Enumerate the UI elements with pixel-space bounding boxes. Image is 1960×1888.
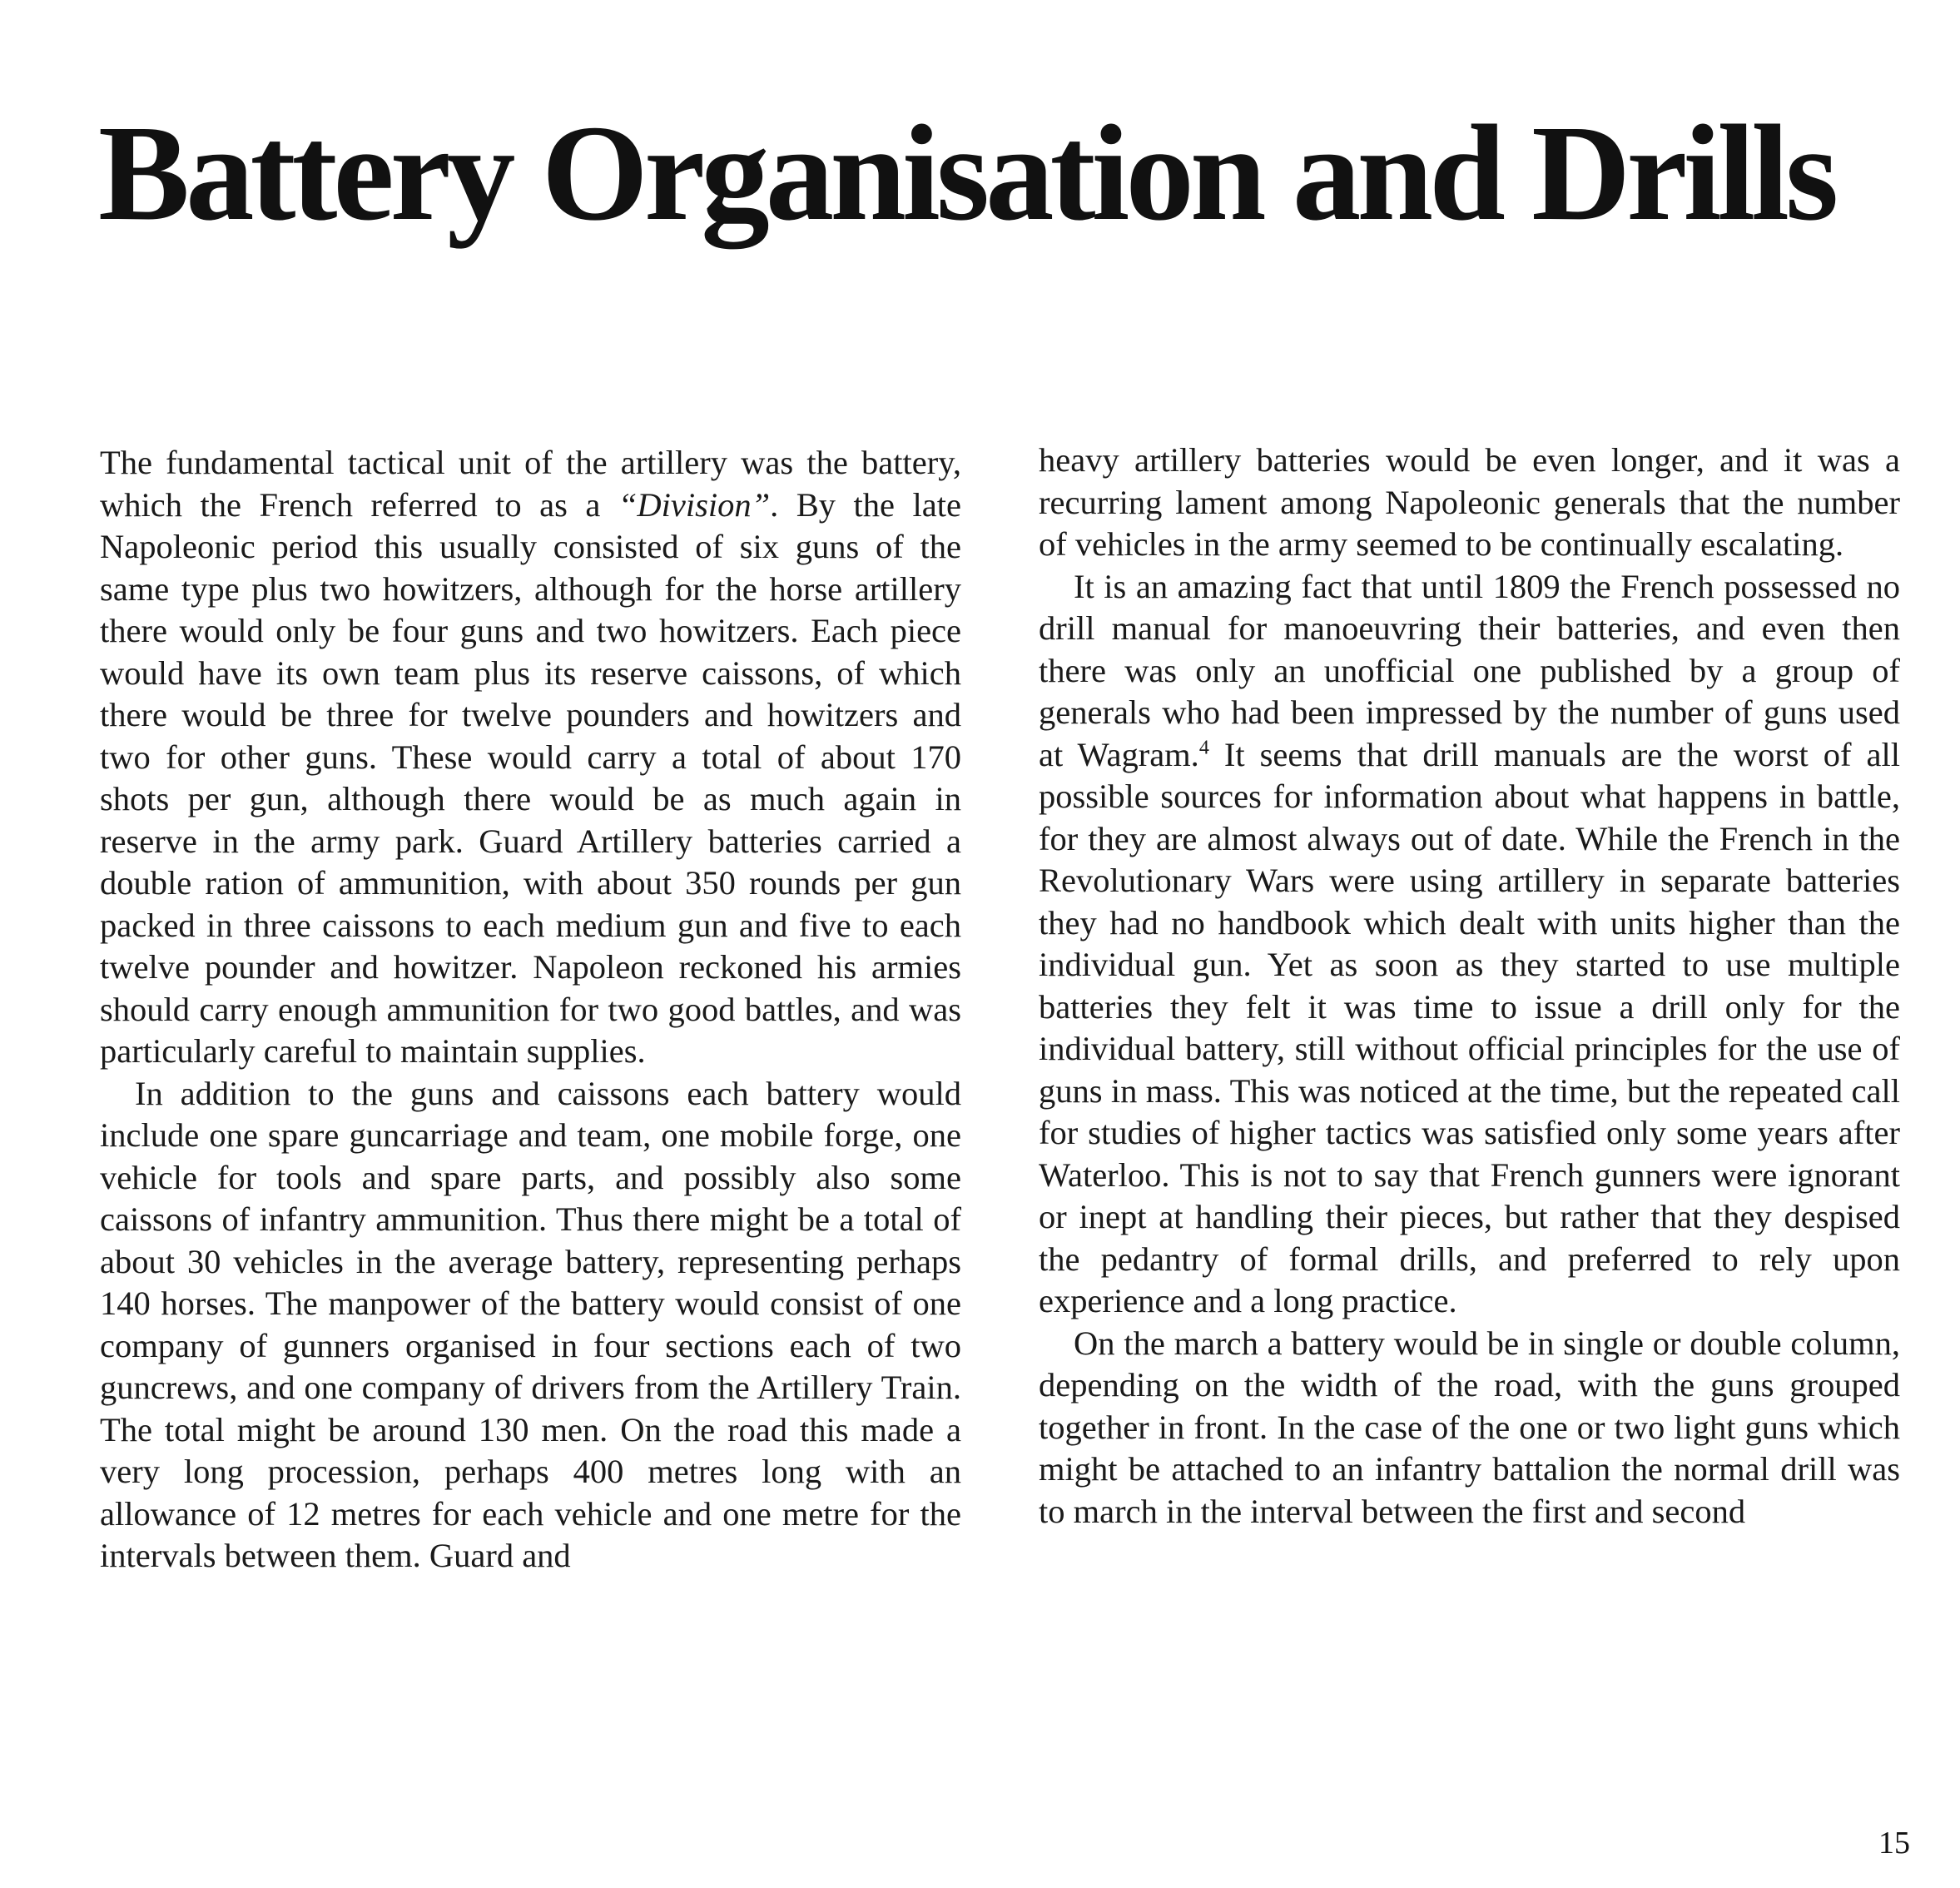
paragraph-text: It seems that drill manuals are the worst of all possible sources for information about what happens in battle, for they are almost always out of date. While the French in the Revolutionary Wars were using artillery in separate batteries they had no handbook which dealt with units higher than the individual gun. Yet as soon as they started to use multiple batteries they felt it was time to issue a drill only for the individual battery, still without official principles for the use of guns in mass. This was noticed at the time, but the repeated call for studies of higher tactics was satisfied only some years after Waterloo. This is not to say that French gunners were ignorant or inept at handling their pieces, but rather that they despised the pedantry of formal drills, and preferred to rely upon experience and a long practice. bbox=[1039, 735, 1900, 1319]
paragraph bbox=[100, 442, 961, 1073]
footnote-marker: 4 bbox=[1198, 737, 1209, 758]
paragraph bbox=[1039, 566, 1900, 1323]
left-column bbox=[100, 442, 961, 1577]
paragraph-text: It is an amazing fact that until 1809 the French possessed no drill manual for manoeuvring their batteries, and even then there was only an unofficial one published by a group of generals who had been impressed by the number of guns used at Wagram. bbox=[1039, 567, 1900, 773]
page-title: Battery Organisation and Drills bbox=[98, 97, 1835, 249]
paragraph-text: . By the late Napoleonic period this usually consisted of six guns of the same type plus two howitzers, although for the horse artillery there would only be four guns and two howitzers. Each piece would have its own team plus its reserve caissons, of which there would be three for twelve pounders and howitzers and two for other guns. These would carry a total of about 170 shots per gun, although there would be as much again in reserve in the army park. Guard Artillery batteries carried a double ration of ammunition, with about 350 rounds per gun packed in three caissons to each medium gun and five to each twelve pounder and howitzer. Napoleon reckoned his armies should carry enough ammunition for two good battles, and was particularly careful to maintain supplies. bbox=[100, 485, 961, 1070]
italic-term: “Division” bbox=[618, 485, 771, 524]
paragraph-text: The fundamental tactical unit of the artillery was the battery, which the French referred to as a bbox=[100, 444, 961, 524]
paragraph: heavy artillery batteries would be even longer, and it was a recurring lament among Napoleonic generals that the number of vehicles in the army seemed to be continually escalating. bbox=[1039, 441, 1900, 563]
right-column bbox=[1039, 440, 1900, 1533]
paragraph: On the march a battery would be in single or double column, depending on the width of the road, with the guns grouped together in front. In the case of the one or two light guns which might be attached to an infantry battalion the normal drill was to march in the interval between the first and second bbox=[1039, 1324, 1900, 1530]
page-number: 15 bbox=[1878, 1826, 1910, 1861]
paragraph: In addition to the guns and caissons each battery would include one spare guncarriage and team, one mobile forge, one vehicle for tools and spare parts, and possibly also some caissons of infantry ammunition. Thus there might be a total of about 30 vehicles in the average battery, representing perhaps 140 horses. The manpower of the battery would consist of one company of gunners organised in four sections each of two guncrews, and one company of drivers from the Artillery Train. The total might be around 130 men. On the road this made a very long procession, perhaps 400 metres long with an allowance of 12 metres for each vehicle and one metre for the intervals between them. Guard and bbox=[100, 1074, 961, 1574]
